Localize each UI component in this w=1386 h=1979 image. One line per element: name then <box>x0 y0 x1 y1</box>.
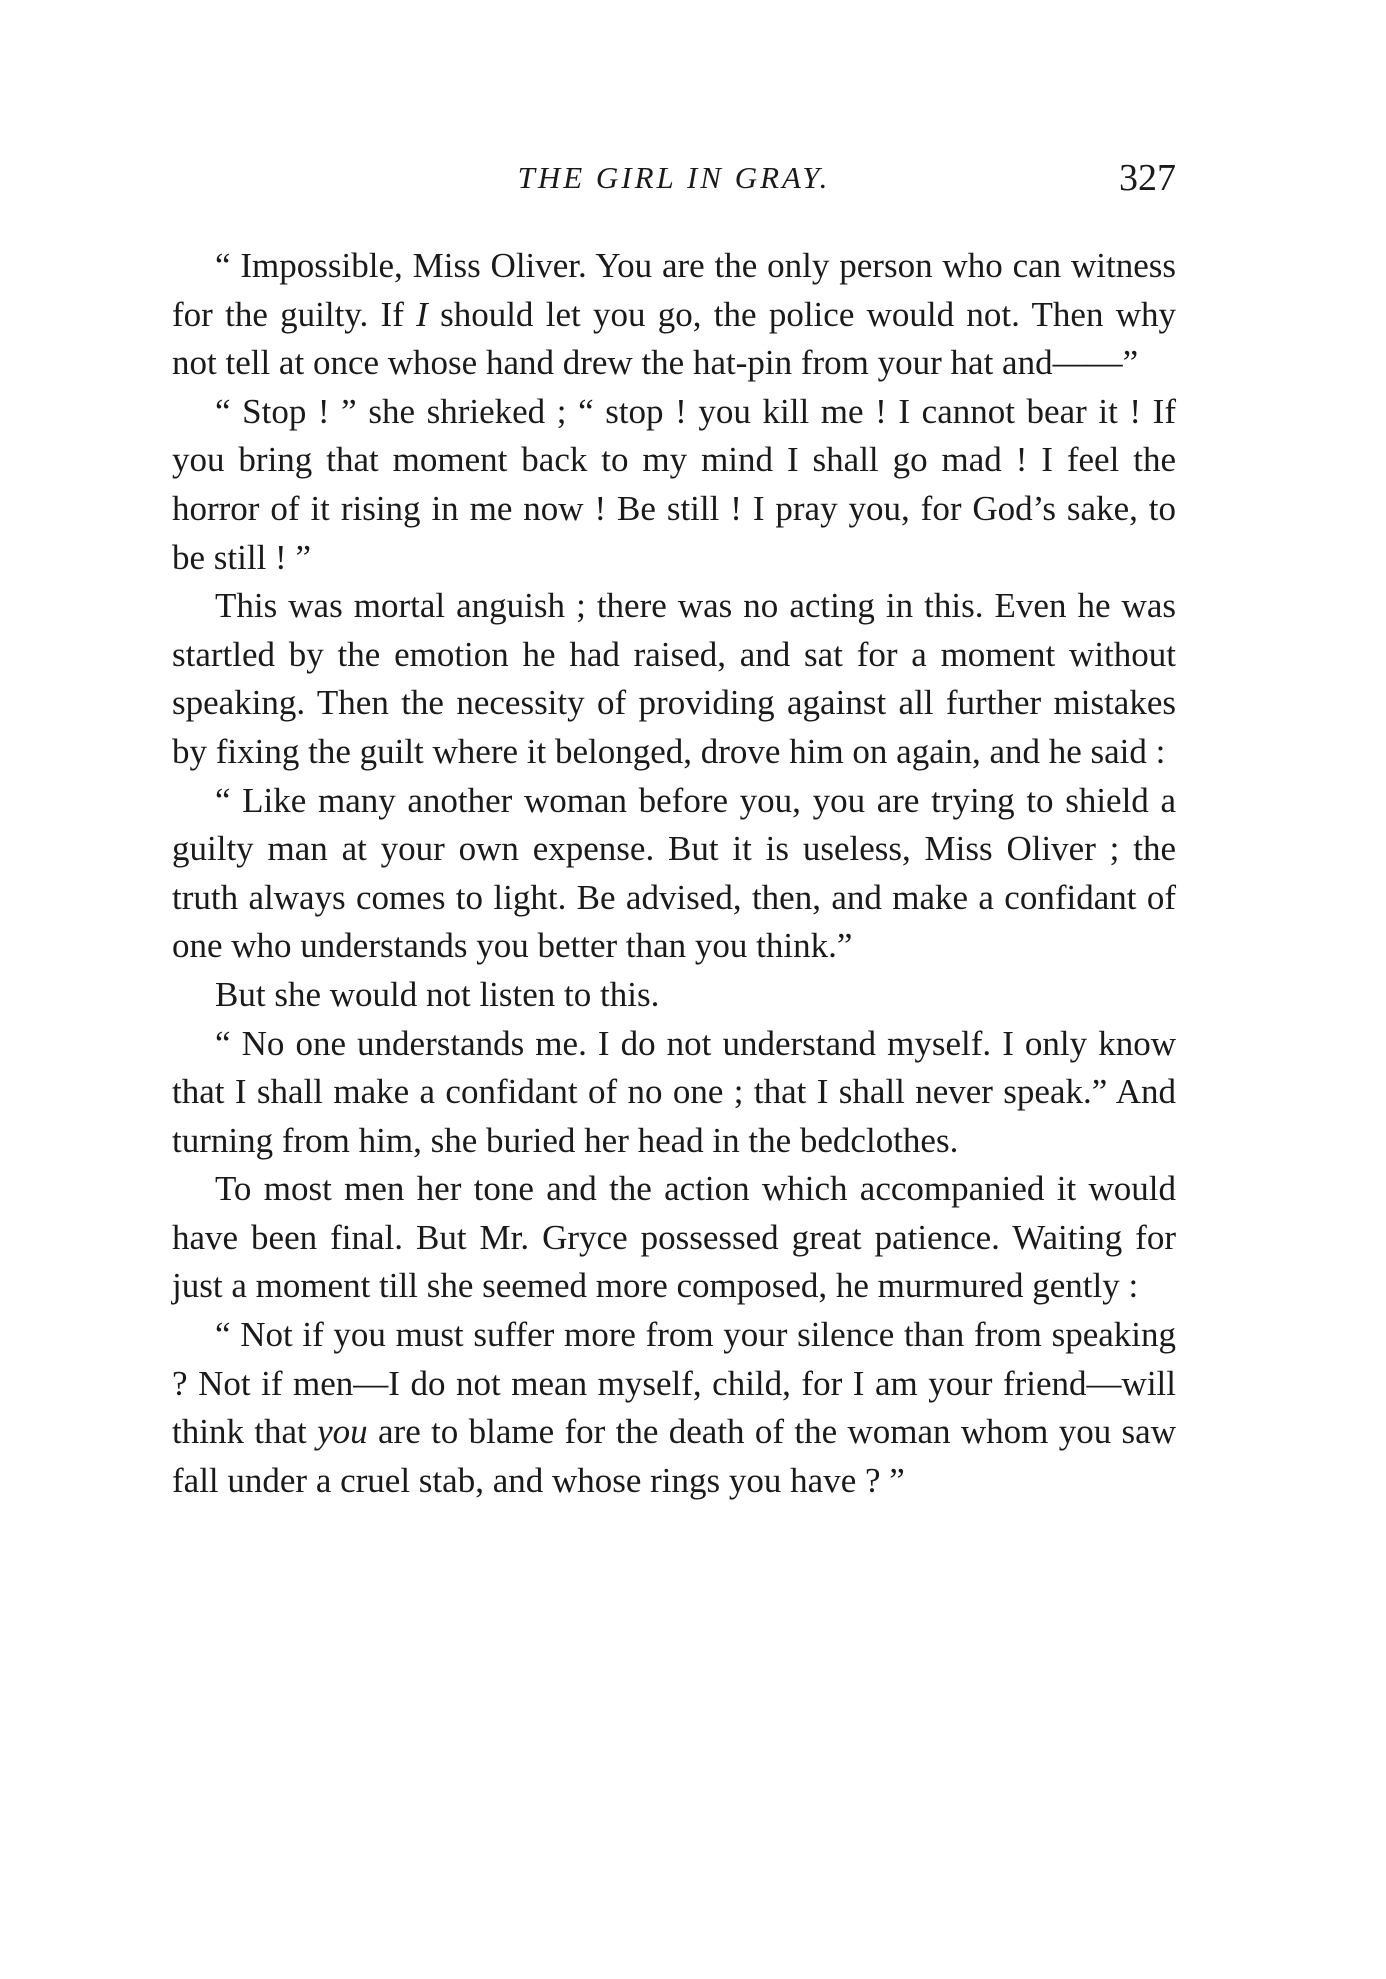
text-run: should let you go, the police would not. Then why not tell at once whose hand drew the hat-pin from your hat and——” <box>172 294 1176 383</box>
page-number: 327 <box>1119 157 1176 199</box>
text-run: “ Not if you must suffer more from your silence than from speaking ? Not if men—I do not mean myself, child, for I am your friend—will think that <box>172 1315 1176 1452</box>
text-run: This was mortal anguish ; there was no acting in this. Even he was startled by the emotion he had raised, and sat for a moment without speaking. Then the necessity of providing against all further mistakes by fixing the guilt where it belonged, drove him on again, and he said : <box>172 586 1176 771</box>
paragraph <box>172 1020 1176 1166</box>
text-run: are to blame for the death of the woman whom you saw fall under a cruel stab, and whose rings you have ? ” <box>172 1412 1176 1500</box>
text-run: To most men her tone and the action which accompanied it would have been final. But Mr. Gryce possessed great patience. Waiting for just a moment till she seemed more composed, he murmured gently : <box>172 1169 1176 1306</box>
paragraph <box>172 242 1176 388</box>
paragraph <box>172 582 1176 776</box>
text-run: “ Like many another woman before you, you are trying to shield a guilty man at your own expense. But it is useless, Miss Oliver ; the truth always comes to light. Be advised, then, and make a confidant of one who understands you better than you think.” <box>172 780 1176 966</box>
text-run: “ Impossible, Miss Oliver. You are the only person who can witness for the guilty. If <box>172 246 1176 334</box>
paragraph <box>172 1165 1176 1311</box>
text-run: But she would not listen to this. <box>215 974 660 1014</box>
running-title: THE GIRL IN GRAY. <box>517 160 831 195</box>
emphasis: you <box>317 1412 368 1452</box>
paragraph <box>172 777 1176 971</box>
running-head <box>172 148 1176 208</box>
text-run: “ Stop ! ” she shrieked ; “ stop ! you kill me ! I cannot bear it ! If you bring that moment back to my mind I shall go mad ! I feel the horror of it rising in me now ! Be still ! I pray you, for God’s sake, to be still ! ” <box>172 391 1176 577</box>
body-text <box>172 242 1176 1505</box>
emphasis: I <box>416 294 428 334</box>
paragraph <box>172 388 1176 582</box>
paragraph <box>172 971 1176 1020</box>
paragraph <box>172 1311 1176 1505</box>
text-run: “ No one understands me. I do not understand myself. I only know that I shall make a confidant of no one ; that I shall never speak.” And turning from him, she buried her head in the bedclothes. <box>172 1023 1176 1160</box>
